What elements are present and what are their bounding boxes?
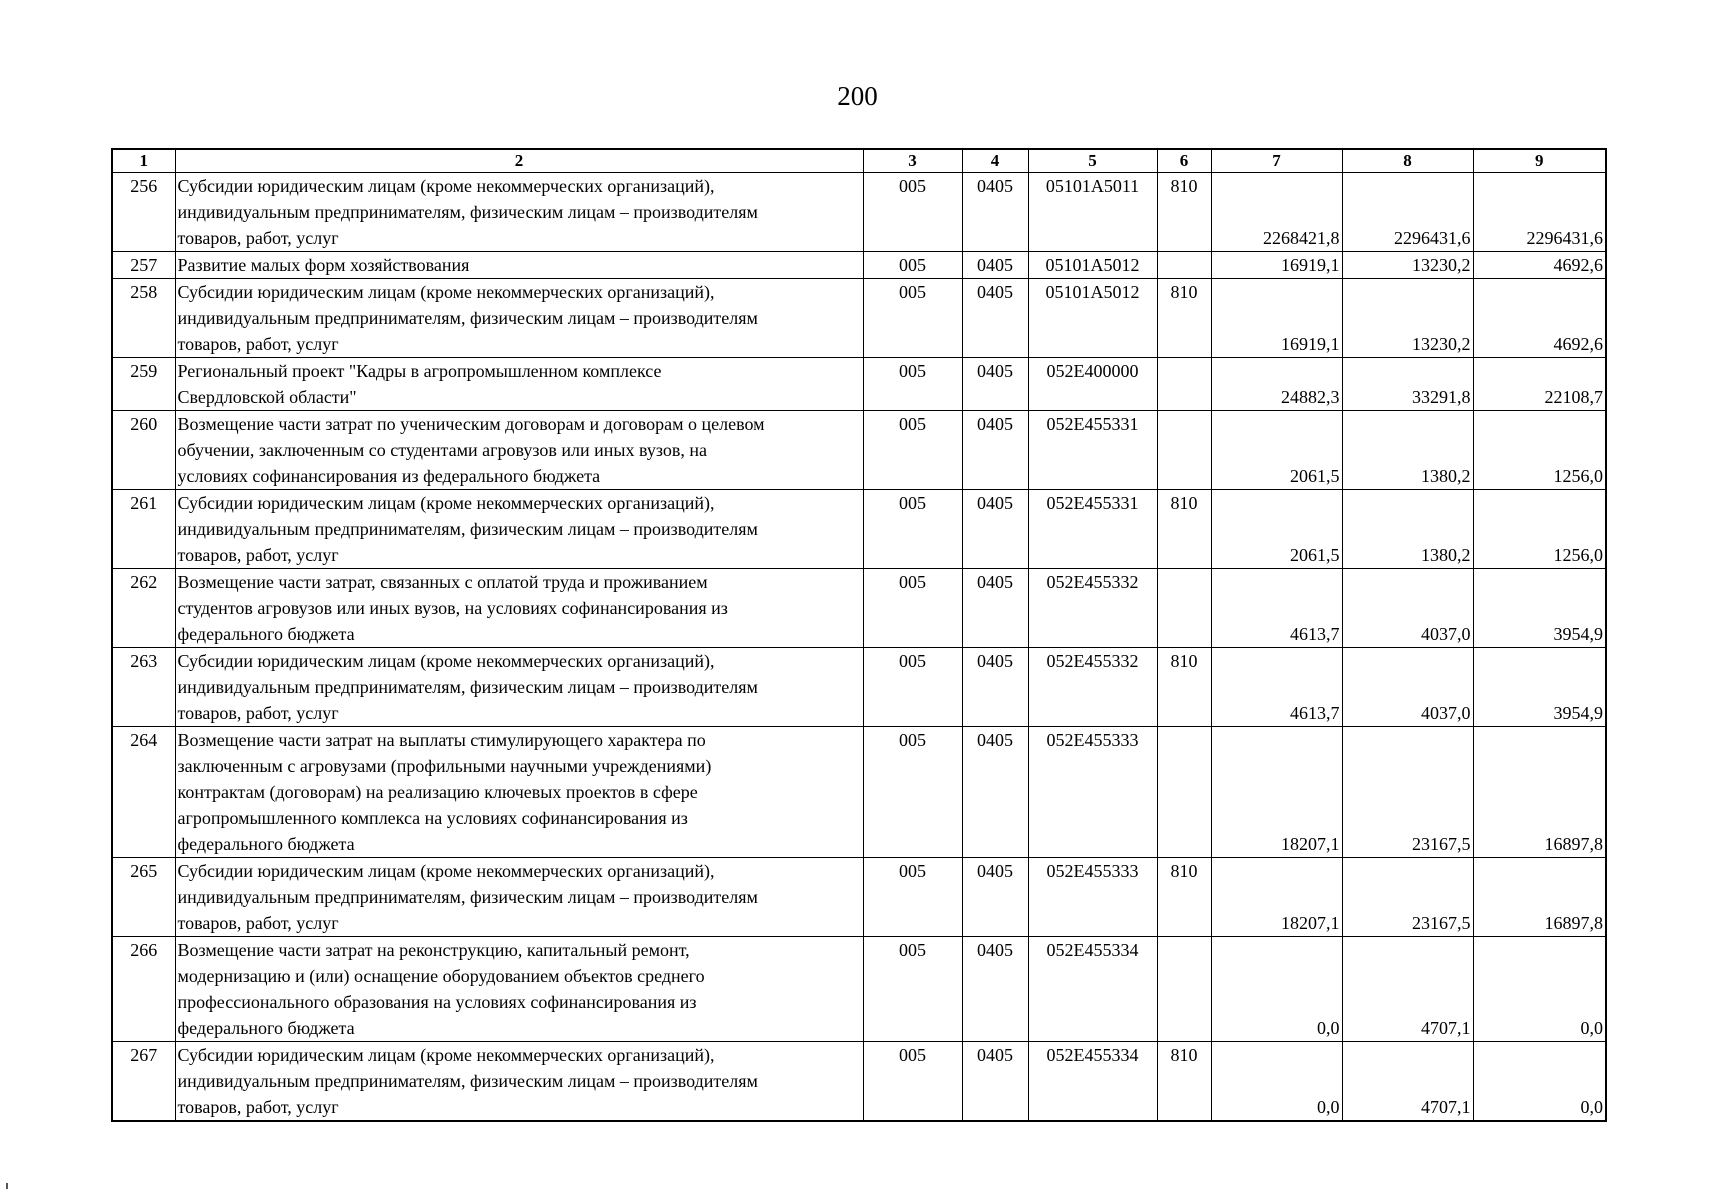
col-header-3: 3	[863, 149, 962, 173]
expense-type-code	[1157, 727, 1211, 858]
amount-col-9: 4692,6	[1473, 279, 1606, 358]
row-description	[175, 358, 863, 411]
ministry-code: 005	[863, 411, 962, 490]
row-description	[175, 279, 863, 358]
ministry-code: 005	[863, 569, 962, 648]
description-line: товаров, работ, услуг	[177, 703, 339, 723]
ministry-code: 005	[863, 937, 962, 1042]
description-line: модернизацию и (или) оснащение оборудованием объектов среднего	[177, 966, 705, 986]
amount-col-8: 23167,5	[1342, 858, 1473, 937]
amount-col-7: 2268421,8	[1211, 173, 1342, 252]
description-line: товаров, работ, услуг	[177, 545, 339, 565]
amount-col-8: 33291,8	[1342, 358, 1473, 411]
expense-type-code	[1157, 358, 1211, 411]
target-article-code: 052E455331	[1028, 411, 1157, 490]
description-line: профессионального образования на условиях софинансирования из	[177, 992, 697, 1012]
table-row	[112, 173, 1606, 252]
amount-col-8: 2296431,6	[1342, 173, 1473, 252]
section-code: 0405	[962, 727, 1028, 858]
description-line: студентов агровузов или иных вузов, на условиях софинансирования из	[177, 598, 728, 618]
table-row	[112, 411, 1606, 490]
table-row	[112, 358, 1606, 411]
description-line: Субсидии юридическим лицам (кроме некоммерческих организаций),	[177, 861, 715, 881]
amount-col-8: 13230,2	[1342, 252, 1473, 279]
amount-col-8: 4707,1	[1342, 937, 1473, 1042]
target-article-code: 052E455334	[1028, 1042, 1157, 1122]
description-line: агропромышленного комплекса на условиях софинансирования из	[177, 808, 688, 828]
description-line: Развитие малых форм хозяйствования	[177, 255, 470, 275]
target-article-code: 052E455332	[1028, 569, 1157, 648]
description-line: Субсидии юридическим лицам (кроме некоммерческих организаций),	[177, 1045, 715, 1065]
ministry-code: 005	[863, 1042, 962, 1122]
table-row	[112, 858, 1606, 937]
table-row	[112, 1042, 1606, 1122]
section-code: 0405	[962, 358, 1028, 411]
target-article-code: 05101A5011	[1028, 173, 1157, 252]
description-line: заключенным с агровузами (профильными научными учреждениями)	[177, 756, 712, 776]
section-code: 0405	[962, 411, 1028, 490]
target-article-code: 052E455333	[1028, 858, 1157, 937]
row-number: 265	[112, 858, 175, 937]
col-header-8: 8	[1342, 149, 1473, 173]
section-code: 0405	[962, 648, 1028, 727]
row-number: 262	[112, 569, 175, 648]
amount-col-7: 16919,1	[1211, 279, 1342, 358]
row-description	[175, 252, 863, 279]
description-line: индивидуальным предпринимателям, физическим лицам – производителям	[177, 677, 758, 697]
row-description	[175, 858, 863, 937]
row-number: 260	[112, 411, 175, 490]
description-line: товаров, работ, услуг	[177, 1097, 339, 1117]
ministry-code: 005	[863, 727, 962, 858]
ministry-code: 005	[863, 252, 962, 279]
description-line: Возмещение части затрат по ученическим договорам и договорам о целевом	[177, 414, 765, 434]
amount-col-7: 18207,1	[1211, 727, 1342, 858]
description-line: Субсидии юридическим лицам (кроме некоммерческих организаций),	[177, 651, 715, 671]
table-row	[112, 252, 1606, 279]
amount-col-7: 0,0	[1211, 1042, 1342, 1122]
col-header-7: 7	[1211, 149, 1342, 173]
description-line: Региональный проект "Кадры в агропромышленном комплексе	[177, 361, 662, 381]
col-header-9: 9	[1473, 149, 1606, 173]
expense-type-code	[1157, 411, 1211, 490]
amount-col-7: 4613,7	[1211, 648, 1342, 727]
table-row	[112, 279, 1606, 358]
row-description	[175, 727, 863, 858]
row-number: 257	[112, 252, 175, 279]
description-line: федерального бюджета	[177, 834, 355, 854]
row-number: 263	[112, 648, 175, 727]
amount-col-8: 13230,2	[1342, 279, 1473, 358]
amount-col-9: 4692,6	[1473, 252, 1606, 279]
description-line: федерального бюджета	[177, 1018, 355, 1038]
description-line: Субсидии юридическим лицам (кроме некоммерческих организаций),	[177, 282, 715, 302]
col-header-4: 4	[962, 149, 1028, 173]
scan-mark	[6, 1183, 8, 1189]
row-number: 259	[112, 358, 175, 411]
amount-col-8: 23167,5	[1342, 727, 1473, 858]
row-number: 264	[112, 727, 175, 858]
description-line: индивидуальным предпринимателям, физическим лицам – производителям	[177, 519, 758, 539]
row-number: 266	[112, 937, 175, 1042]
expense-type-code: 810	[1157, 173, 1211, 252]
description-line: товаров, работ, услуг	[177, 334, 339, 354]
amount-col-9: 1256,0	[1473, 490, 1606, 569]
target-article-code: 052E455333	[1028, 727, 1157, 858]
col-header-5: 5	[1028, 149, 1157, 173]
table-row	[112, 648, 1606, 727]
row-description	[175, 490, 863, 569]
row-number: 267	[112, 1042, 175, 1122]
amount-col-7: 0,0	[1211, 937, 1342, 1042]
amount-col-7: 18207,1	[1211, 858, 1342, 937]
expense-type-code	[1157, 569, 1211, 648]
amount-col-9: 1256,0	[1473, 411, 1606, 490]
amount-col-8: 4037,0	[1342, 648, 1473, 727]
col-header-2: 2	[175, 149, 863, 173]
amount-col-9: 16897,8	[1473, 727, 1606, 858]
amount-col-9: 0,0	[1473, 1042, 1606, 1122]
expense-type-code	[1157, 937, 1211, 1042]
description-line: индивидуальным предпринимателям, физическим лицам – производителям	[177, 1071, 758, 1091]
budget-table	[111, 148, 1607, 1122]
expense-type-code: 810	[1157, 279, 1211, 358]
target-article-code: 05101A5012	[1028, 279, 1157, 358]
target-article-code: 052E400000	[1028, 358, 1157, 411]
section-code: 0405	[962, 937, 1028, 1042]
amount-col-8: 1380,2	[1342, 490, 1473, 569]
section-code: 0405	[962, 858, 1028, 937]
amount-col-8: 4037,0	[1342, 569, 1473, 648]
row-number: 261	[112, 490, 175, 569]
section-code: 0405	[962, 1042, 1028, 1122]
amount-col-9: 16897,8	[1473, 858, 1606, 937]
section-code: 0405	[962, 173, 1028, 252]
expense-type-code: 810	[1157, 858, 1211, 937]
description-line: условиях софинансирования из федерального бюджета	[177, 466, 601, 486]
table-row	[112, 937, 1606, 1042]
amount-col-7: 2061,5	[1211, 490, 1342, 569]
description-line: Субсидии юридическим лицам (кроме некоммерческих организаций),	[177, 176, 715, 196]
amount-col-8: 1380,2	[1342, 411, 1473, 490]
header-row	[112, 149, 1606, 173]
ministry-code: 005	[863, 648, 962, 727]
row-number: 256	[112, 173, 175, 252]
row-description	[175, 1042, 863, 1122]
target-article-code: 052E455332	[1028, 648, 1157, 727]
table-row	[112, 727, 1606, 858]
description-line: индивидуальным предпринимателям, физическим лицам – производителям	[177, 887, 758, 907]
description-line: Субсидии юридическим лицам (кроме некоммерческих организаций),	[177, 493, 715, 513]
amount-col-8: 4707,1	[1342, 1042, 1473, 1122]
description-line: Возмещение части затрат, связанных с оплатой труда и проживанием	[177, 572, 708, 592]
description-line: Возмещение части затрат на выплаты стимулирующего характера по	[177, 730, 706, 750]
target-article-code: 052E455334	[1028, 937, 1157, 1042]
table-row	[112, 569, 1606, 648]
amount-col-9: 22108,7	[1473, 358, 1606, 411]
col-header-1: 1	[112, 149, 175, 173]
amount-col-7: 4613,7	[1211, 569, 1342, 648]
amount-col-7: 2061,5	[1211, 411, 1342, 490]
table-row	[112, 490, 1606, 569]
description-line: товаров, работ, услуг	[177, 228, 339, 248]
section-code: 0405	[962, 252, 1028, 279]
row-description	[175, 569, 863, 648]
description-line: Свердловской области"	[177, 387, 357, 407]
description-line: федерального бюджета	[177, 624, 355, 644]
table-body	[112, 173, 1606, 1122]
section-code: 0405	[962, 490, 1028, 569]
row-description	[175, 173, 863, 252]
amount-col-9: 3954,9	[1473, 569, 1606, 648]
ministry-code: 005	[863, 358, 962, 411]
ministry-code: 005	[863, 858, 962, 937]
section-code: 0405	[962, 279, 1028, 358]
ministry-code: 005	[863, 279, 962, 358]
col-header-6: 6	[1157, 149, 1211, 173]
row-number: 258	[112, 279, 175, 358]
expense-type-code: 810	[1157, 648, 1211, 727]
description-line: товаров, работ, услуг	[177, 913, 339, 933]
ministry-code: 005	[863, 173, 962, 252]
target-article-code: 05101A5012	[1028, 252, 1157, 279]
amount-col-7: 24882,3	[1211, 358, 1342, 411]
ministry-code: 005	[863, 490, 962, 569]
description-line: индивидуальным предпринимателям, физическим лицам – производителям	[177, 202, 758, 222]
target-article-code: 052E455331	[1028, 490, 1157, 569]
expense-type-code	[1157, 252, 1211, 279]
description-line: индивидуальным предпринимателям, физическим лицам – производителям	[177, 308, 758, 328]
expense-type-code: 810	[1157, 490, 1211, 569]
row-description	[175, 937, 863, 1042]
description-line: контрактам (договорам) на реализацию ключевых проектов в сфере	[177, 782, 698, 802]
description-line: Возмещение части затрат на реконструкцию, капитальный ремонт,	[177, 940, 690, 960]
amount-col-9: 2296431,6	[1473, 173, 1606, 252]
amount-col-7: 16919,1	[1211, 252, 1342, 279]
page-number: 200	[837, 81, 878, 111]
expense-type-code: 810	[1157, 1042, 1211, 1122]
amount-col-9: 3954,9	[1473, 648, 1606, 727]
row-description	[175, 648, 863, 727]
row-description	[175, 411, 863, 490]
amount-col-9: 0,0	[1473, 937, 1606, 1042]
section-code: 0405	[962, 569, 1028, 648]
description-line: обучении, заключенным со студентами агровузов или иных вузов, на	[177, 440, 708, 460]
